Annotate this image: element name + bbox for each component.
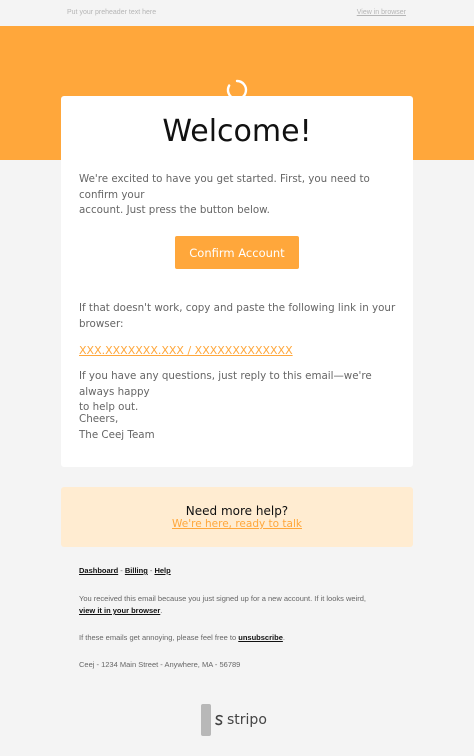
footer-notice-line	[79, 606, 162, 615]
unsubscribe-link[interactable]: unsubscribe	[238, 633, 283, 642]
intro-line: We're excited to have you get started. First, you need to confirm your	[79, 173, 370, 201]
help-title: Need more help?	[185, 504, 289, 518]
stripo-wordmark: stripo	[227, 712, 267, 728]
stripo-badge-icon	[201, 704, 211, 736]
page-title: Welcome!	[162, 114, 312, 149]
team-name: The Ceej Team	[79, 428, 155, 441]
help-contact-link[interactable]: We're here, ready to talk	[172, 518, 302, 530]
footer-notice-line: You received this email because you just signed up for a new account. If it looks weird,	[79, 594, 366, 603]
footer-separator: -	[118, 566, 125, 575]
footer-punct: .	[282, 633, 285, 642]
questions-line: If you have any questions, just reply to this email—we're always happy	[79, 370, 372, 398]
intro-line: account. Just press the button below.	[79, 204, 270, 216]
signoff-line: Cheers,	[79, 413, 119, 425]
welcome-card	[61, 96, 413, 467]
intro-text	[79, 172, 397, 219]
stripo-logo[interactable]	[201, 704, 271, 736]
footer-address: Ceej - 1234 Main Street - Anywhere, MA - 56789	[79, 660, 241, 669]
footer-separator: -	[147, 566, 155, 575]
view-in-browser-link[interactable]: View in browser	[356, 9, 406, 16]
footer-punct: .	[160, 606, 163, 615]
fallback-line: If that doesn't work, copy and paste the following link in your	[79, 302, 396, 314]
signoff-text	[79, 412, 397, 443]
footer-view-browser-link[interactable]: view it in your browser	[79, 606, 161, 615]
preheader-text: Put your preheader text here	[67, 9, 157, 16]
footer-unsubscribe-line	[79, 633, 285, 642]
help-box	[61, 487, 413, 547]
confirm-link[interactable]: XXX.XXXXXXX.XXX / XXXXXXXXXXXXX	[79, 344, 293, 357]
fallback-text	[79, 301, 397, 332]
footer-annoying-text: If these emails get annoying, please feel free to	[79, 633, 239, 642]
footer-link-billing[interactable]: Billing	[124, 566, 148, 575]
preheader-bar	[0, 0, 474, 26]
stripo-logo-icon	[213, 714, 225, 726]
footer-link-help[interactable]: Help	[154, 566, 171, 575]
fallback-line: browser:	[79, 317, 124, 330]
confirm-account-button[interactable]: Confirm Account	[175, 236, 299, 269]
footer-link-dashboard[interactable]: Dashboard	[79, 566, 119, 575]
questions-text	[79, 369, 397, 416]
footer-nav	[79, 566, 171, 575]
questions-line: to help out.	[79, 401, 139, 413]
